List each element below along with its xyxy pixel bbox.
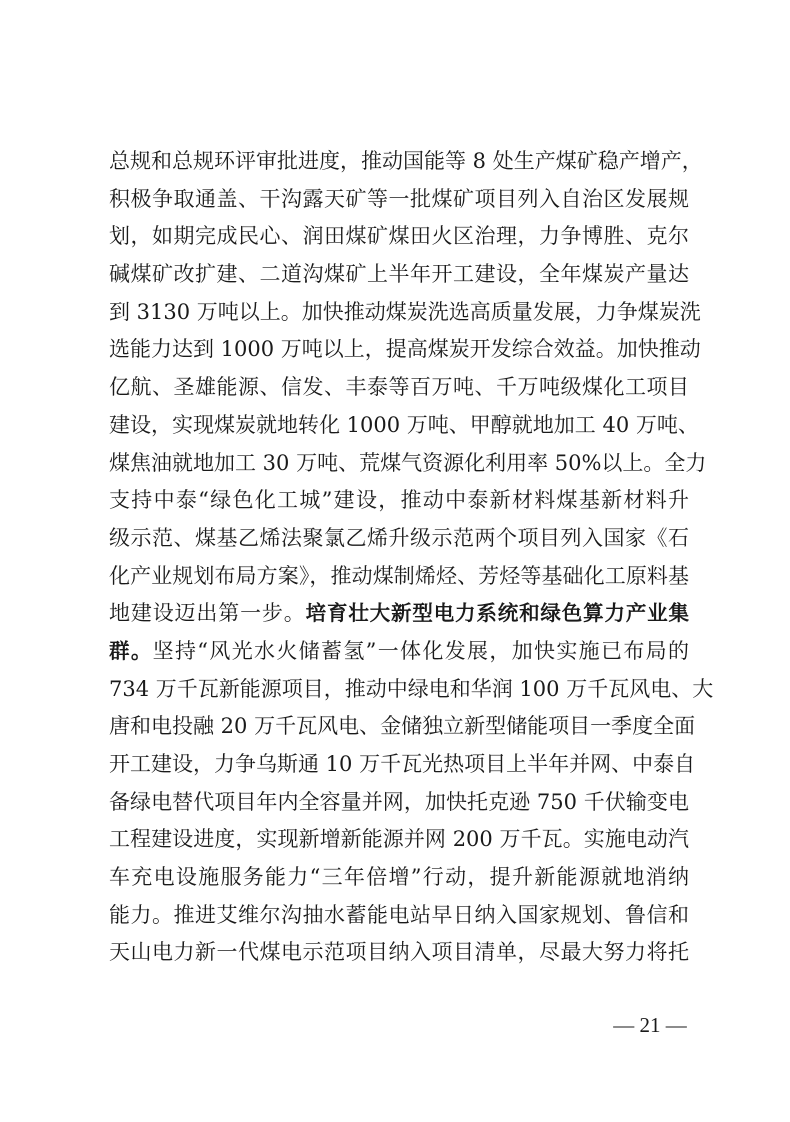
text-line: 总规和总规环评审批进度，推动国能等 8 处生产煤矿稳产增产， [109,149,703,173]
text-line: 备绿电替代项目年内全容量并网，加快托克逊 750 千伏输变电 [109,789,689,814]
text-line: 能力。推进艾维尔沟抽水蓄能电站早日纳入国家规划、鲁信和 [109,902,689,927]
text-line: 唐和电投融 20 万千瓦风电、金储独立新型储能项目一季度全面 [109,714,696,739]
text-line: 碱煤矿改扩建、二道沟煤矿上半年开工建设，全年煤炭产量达 [109,262,689,287]
text-line: 工程建设进度，实现新增新能源并网 200 万千瓦。实施电动汽 [109,827,689,852]
text-line: 选能力达到 1000 万吨以上，提高煤炭开发综合效益。加快推动 [109,337,701,362]
text-line [109,595,689,633]
section-heading: 培育壮大新型电力系统和绿色算力产业集 [305,601,690,626]
text-line: 车充电设施服务能力“三年倍增”行动，提升新能源就地消纳 [109,865,689,890]
text-line: 734 万千瓦新能源项目，推动中绿电和华润 100 万千瓦风电、大 [109,676,714,701]
section-heading-end: 群。 [109,638,153,663]
text-line: 开工建设，力争乌斯通 10 万千瓦光热项目上半年并网、中泰自 [109,752,696,776]
text-line: 化产业规划布局方案》，推动煤制烯烃、芳烃等基础化工原料基 [109,563,689,588]
text-line: 划，如期完成民心、润田煤矿煤田火区治理，力争博胜、克尔 [109,224,689,249]
text-line: 煤焦油就地加工 30 万吨、荒煤气资源化利用率 50%以上。全力 [109,450,707,475]
text-line: 亿航、圣雄能源、信发、丰泰等百万吨、千万吨级煤化工项目 [109,375,689,400]
text-line: 建设，实现煤炭就地转化 1000 万吨、甲醇就地加工 40 万吨、 [109,412,699,437]
text-line [109,633,689,671]
text-line: 到 3130 万吨以上。加快推动煤炭洗选高质量发展，力争煤炭洗 [109,299,701,324]
text-segment: 坚持“风光水火储蓄氢”一体化发展，加快实施已布局的 [152,638,689,663]
text-segment: 地建设迈出第一步。 [109,601,306,626]
text-line: 积极争取通盖、干沟露天矿等一批煤矿项目列入自治区发展规 [109,186,689,211]
text-line: 级示范、煤基乙烯法聚氯乙烯升级示范两个项目列入国家《石 [109,525,689,550]
page-number: — 21 — [613,1013,687,1037]
text-line: 天山电力新一代煤电示范项目纳入项目清单，尽最大努力将托 [109,940,689,965]
body-text [109,143,714,972]
text-line: 支持中泰“绿色化工城”建设，推动中泰新材料煤基新材料升 [109,488,689,513]
